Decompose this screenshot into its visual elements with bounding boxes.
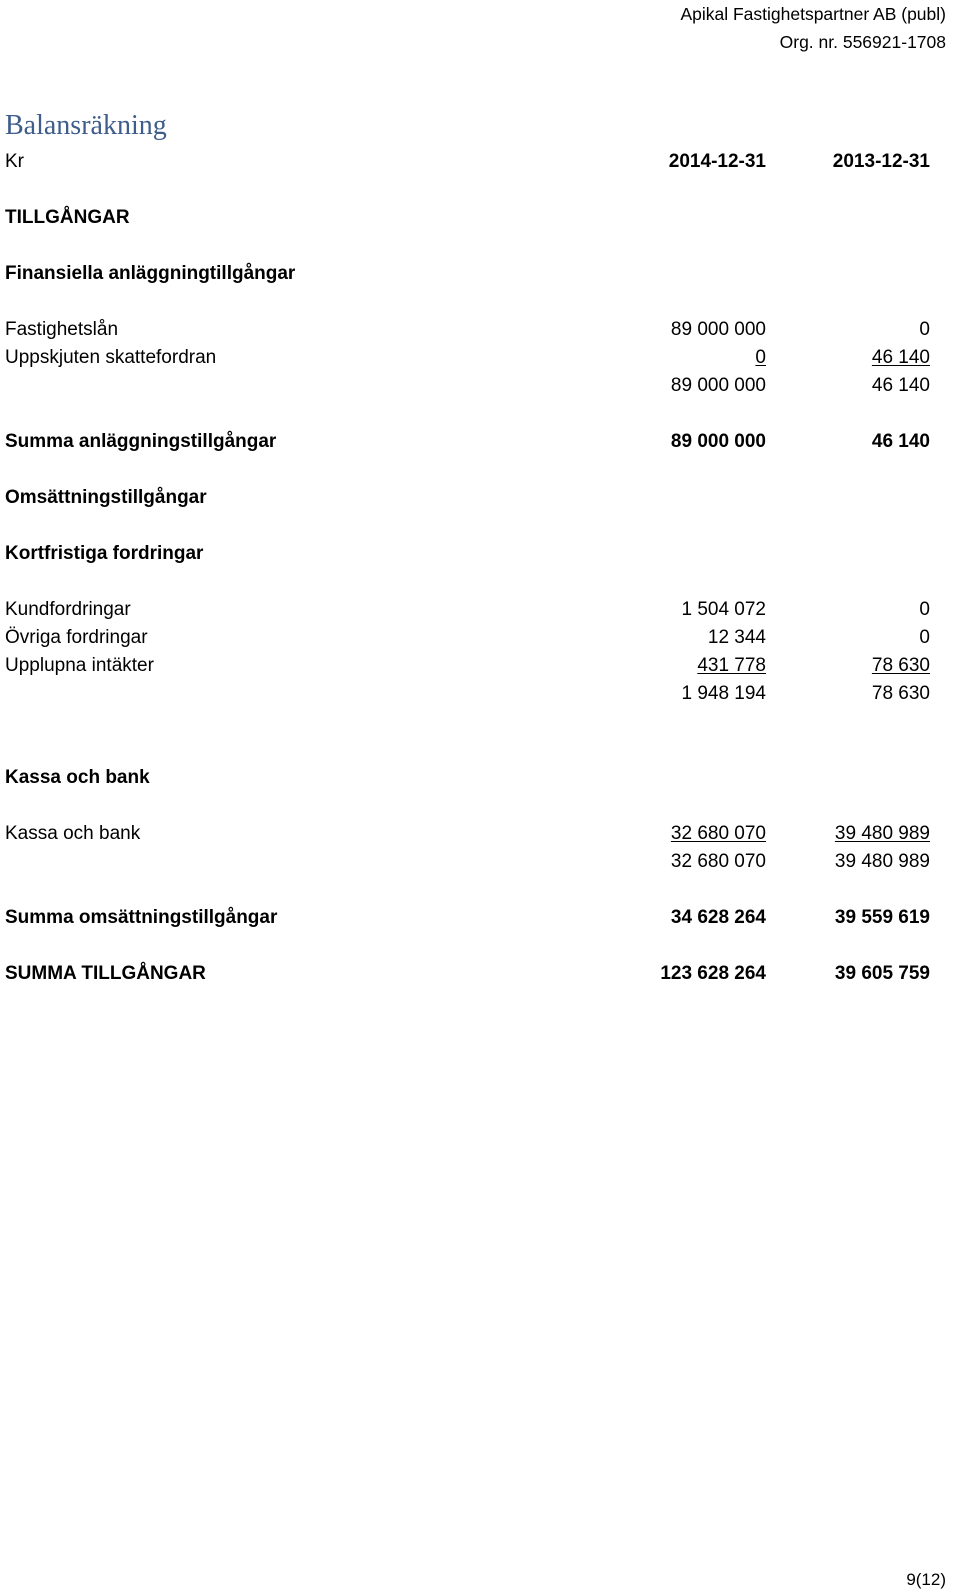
- table-row: [0, 820, 960, 848]
- row-value-2014: 12 344: [707, 627, 766, 648]
- row-value-2014: 1 504 072: [681, 599, 766, 620]
- section-heading: [0, 204, 960, 232]
- table-row: [0, 316, 960, 344]
- subtotal-2014: 32 680 070: [670, 851, 766, 872]
- sum-2013: 46 140: [871, 431, 930, 452]
- company-name: Apikal Fastighetspartner AB (publ): [680, 4, 946, 24]
- row-value-2014: 431 778: [697, 655, 766, 676]
- row-value-2013: 0: [919, 319, 930, 340]
- section-heading: [0, 484, 960, 512]
- sum-row: [0, 428, 960, 456]
- total-label: SUMMA TILLGÅNGAR: [5, 963, 206, 984]
- row-label: Upplupna intäkter: [5, 655, 154, 676]
- row-value-2013: 0: [919, 627, 930, 648]
- org-number: Org. nr. 556921-1708: [779, 32, 946, 52]
- subtotal-2013: 78 630: [871, 683, 930, 704]
- subtotal-2013: 46 140: [871, 375, 930, 396]
- fin-assets-heading: Finansiella anläggningtillgångar: [5, 263, 296, 284]
- subtotal-row: [0, 848, 960, 876]
- row-value-2013: 0: [919, 599, 930, 620]
- total-2013: 39 605 759: [834, 963, 930, 984]
- row-value-2014: 0: [755, 347, 766, 368]
- row-label: Övriga fordringar: [5, 627, 148, 648]
- total-row: [0, 960, 960, 988]
- row-value-2013: 39 480 989: [834, 823, 930, 844]
- subtotal-2013: 39 480 989: [834, 851, 930, 872]
- row-value-2013: 46 140: [871, 347, 930, 368]
- row-value-2014: 32 680 070: [670, 823, 766, 844]
- section-heading: [0, 764, 960, 792]
- row-value-2014: 89 000 000: [670, 319, 766, 340]
- row-label: Kassa och bank: [5, 823, 141, 844]
- row-label: Uppskjuten skattefordran: [5, 347, 217, 368]
- section-heading: [0, 540, 960, 568]
- company-header: [680, 0, 946, 56]
- table-row: [0, 624, 960, 652]
- sum-label: Summa anläggningstillgångar: [5, 431, 277, 452]
- sum-2014: 89 000 000: [670, 431, 766, 452]
- sum-row: [0, 904, 960, 932]
- row-label: Fastighetslån: [5, 319, 119, 340]
- subtotal-2014: 89 000 000: [670, 375, 766, 396]
- page-title: Balansräkning: [5, 110, 167, 141]
- column-header-row: [0, 148, 960, 176]
- unit-label: Kr: [5, 151, 24, 172]
- sum-2013: 39 559 619: [834, 907, 930, 928]
- row-value-2013: 78 630: [871, 655, 930, 676]
- current-assets-heading: Omsättningstillgångar: [5, 487, 207, 508]
- table-row: [0, 344, 960, 372]
- table-row: [0, 596, 960, 624]
- row-label: Kundfordringar: [5, 599, 131, 620]
- cash-heading: Kassa och bank: [5, 767, 150, 788]
- table-row: [0, 652, 960, 680]
- year2-header: 2013-12-31: [832, 151, 930, 172]
- subtotal-2014: 1 948 194: [681, 683, 766, 704]
- section-heading: [0, 260, 960, 288]
- year1-header: 2014-12-31: [668, 151, 766, 172]
- subtotal-row: [0, 680, 960, 708]
- short-receivables-heading: Kortfristiga fordringar: [5, 543, 204, 564]
- page-number: 9(12): [906, 1570, 946, 1589]
- assets-heading: TILLGÅNGAR: [5, 207, 130, 228]
- sum-2014: 34 628 264: [670, 907, 766, 928]
- sum-label: Summa omsättningstillgångar: [5, 907, 278, 928]
- total-2014: 123 628 264: [660, 963, 766, 984]
- subtotal-row: [0, 372, 960, 400]
